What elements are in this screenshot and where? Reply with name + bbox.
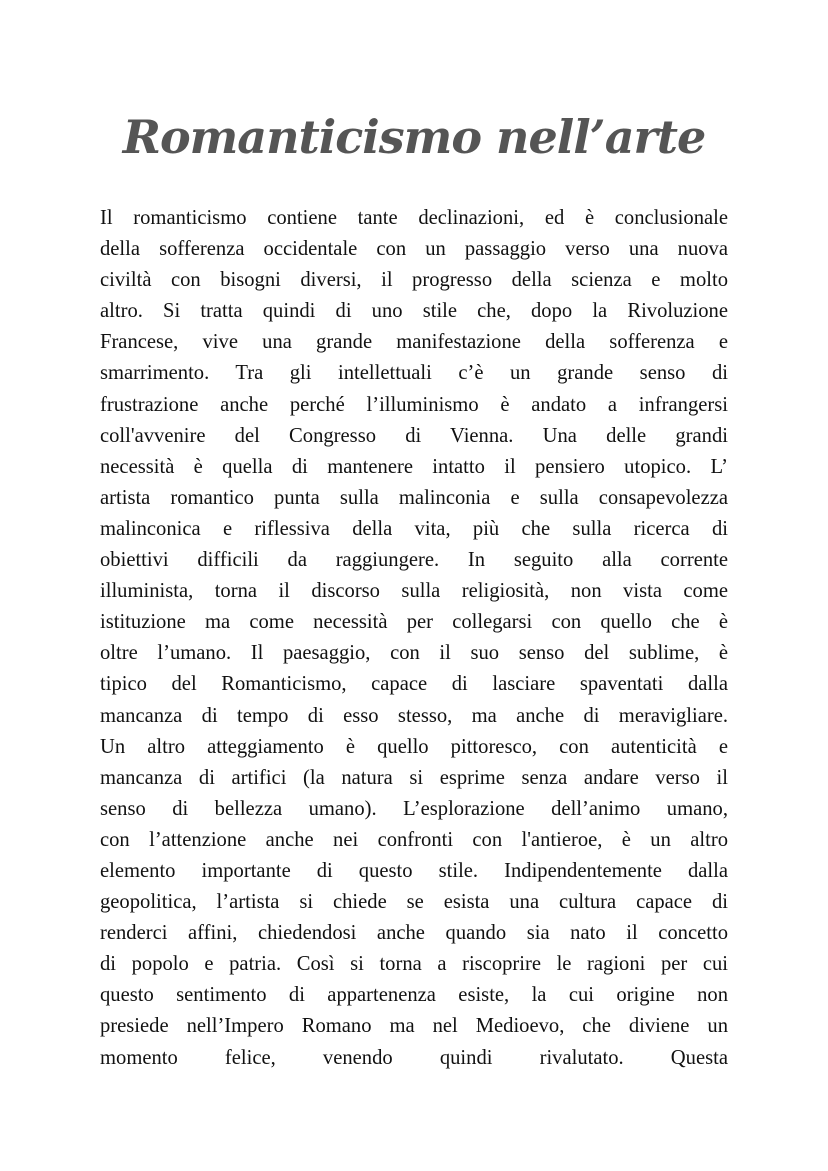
text-line: Un altro atteggiamento è quello pittoresco, con autenticità e: [100, 735, 728, 758]
text-line: Il romanticismo contiene tante declinazioni, ed è conclusionale: [100, 207, 728, 229]
text-line: tipico del Romanticismo, capace di lasciare spaventati dalla: [100, 673, 728, 696]
text-line: artista romantico punta sulla malinconia e sulla consapevolezza: [100, 486, 728, 509]
text-line: momento felice, venendo quindi rivalutato. Questa: [100, 1046, 728, 1069]
text-line: mancanza di tempo di esso stesso, ma anche di meravigliare.: [100, 704, 728, 727]
text-line: necessità è quella di mantenere intatto il pensiero utopico. L’: [100, 455, 728, 478]
text-line: Francese, vive una grande manifestazione della sofferenza e: [100, 331, 728, 354]
text-line: presiede nell’Impero Romano ma nel Medioevo, che diviene un: [100, 1015, 728, 1038]
text-line: frustrazione anche perché l’illuminismo è andato a infrangersi: [100, 393, 728, 416]
text-line: della sofferenza occidentale con un passaggio verso una nuova: [100, 238, 728, 261]
text-line: oltre l’umano. Il paesaggio, con il suo senso del sublime, è: [100, 642, 728, 665]
body-text: [100, 203, 728, 1074]
text-line: smarrimento. Tra gli intellettuali c’è un grande senso di: [100, 362, 728, 385]
text-line: elemento importante di questo stile. Indipendentemente dalla: [100, 859, 728, 882]
text-line: questo sentimento di appartenenza esiste, la cui origine non: [100, 984, 728, 1007]
text-line: senso di bellezza umano). L’esplorazione dell’animo umano,: [100, 797, 728, 820]
text-line: malinconica e riflessiva della vita, più che sulla ricerca di: [100, 517, 728, 540]
page-title: Romanticismo nell’arte: [122, 110, 706, 164]
text-line: geopolitica, l’artista si chiede se esista una cultura capace di: [100, 891, 728, 914]
text-line: mancanza di artifici (la natura si esprime senza andare verso il: [100, 766, 728, 789]
text-line: istituzione ma come necessità per collegarsi con quello che è: [100, 611, 728, 634]
text-line: di popolo e patria. Così si torna a riscoprire le ragioni per cui: [100, 953, 728, 976]
text-line: obiettivi difficili da raggiungere. In seguito alla corrente: [100, 549, 728, 572]
text-line: renderci affini, chiedendosi anche quando sia nato il concetto: [100, 922, 728, 945]
text-line: civiltà con bisogni diversi, il progresso della scienza e molto: [100, 269, 728, 292]
text-line: coll'avvenire del Congresso di Vienna. Una delle grandi: [100, 424, 728, 447]
text-line: con l’attenzione anche nei confronti con l'antieroe, è un altro: [100, 828, 728, 851]
text-line: illuminista, torna il discorso sulla religiosità, non vista come: [100, 580, 728, 603]
text-line: altro. Si tratta quindi di uno stile che, dopo la Rivoluzione: [100, 300, 728, 323]
